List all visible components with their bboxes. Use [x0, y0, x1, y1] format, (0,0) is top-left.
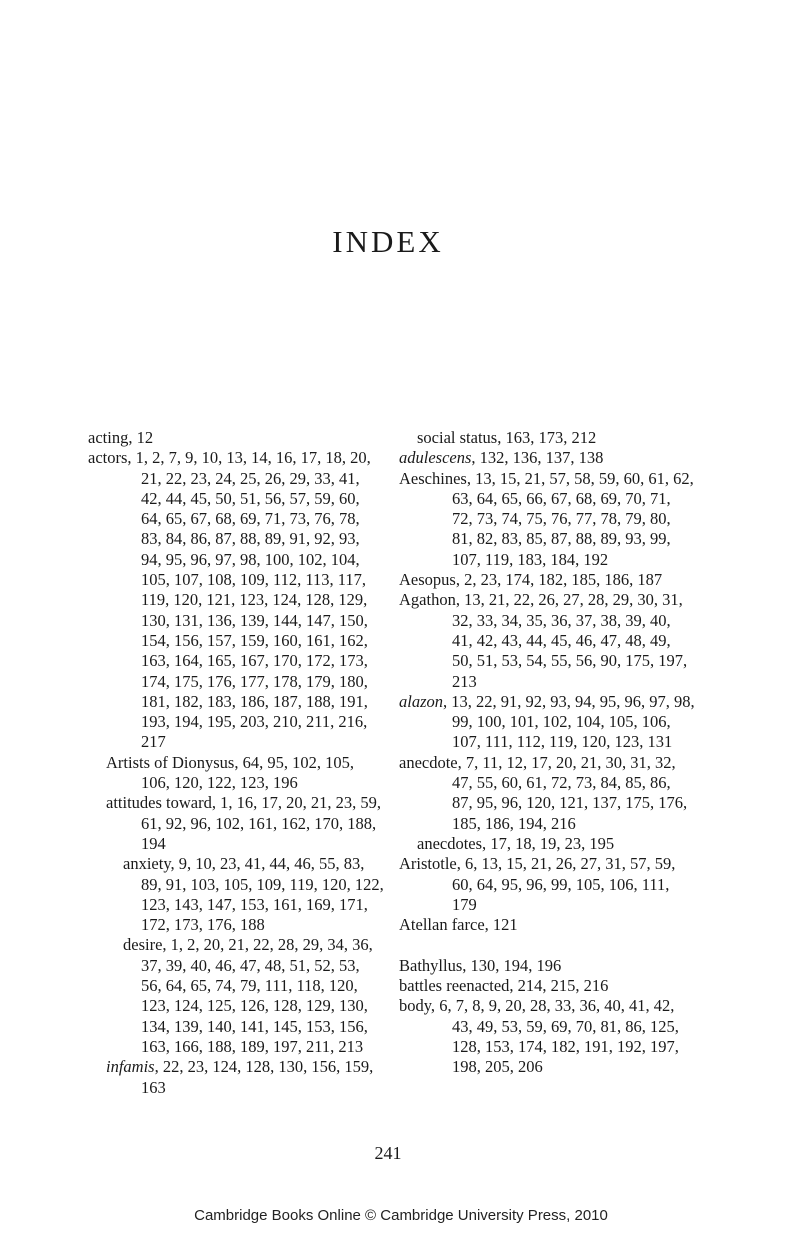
- index-entry: [399, 996, 695, 1077]
- index-entry: [399, 915, 695, 935]
- page-number: 241: [374, 1143, 402, 1163]
- index-entry: [399, 692, 695, 753]
- index-term: Aesopus,: [399, 570, 460, 590]
- index-pages: 6, 13, 15, 21, 26, 27, 31, 57, 59, 60, 64, 95, 96, 99, 105, 106, 111, 179: [452, 854, 676, 914]
- index-subentry: [88, 753, 384, 794]
- index-term: social status,: [417, 428, 502, 447]
- index-term: attitudes toward,: [106, 793, 216, 813]
- index-entry: [399, 570, 695, 590]
- index-term: anecdotes,: [417, 833, 487, 853]
- index-pages: 1, 16, 17, 20, 21, 23, 59, 61, 92, 96, 102, 161, 162, 170, 188, 194: [141, 793, 381, 853]
- index-pages: 130, 194, 196: [466, 955, 562, 975]
- index-pages: 13, 15, 21, 57, 58, 59, 60, 61, 62, 63, 64, 65, 66, 67, 68, 69, 70, 71, 72, 73, 74, 75, 76, 77, 78, 79, 80, 81, 82, 83, 85, 87, 88, 89, 93, 99, 107, 119, 183, 184, 192: [452, 468, 694, 569]
- index-subsubentry: [88, 935, 384, 1057]
- index-pages: , 22, 23, 124, 128, 130, 156, 159, 163: [141, 1057, 374, 1097]
- index-entry: [399, 753, 695, 834]
- index-pages: 163, 173, 212: [501, 428, 597, 447]
- index-term: actors,: [88, 448, 132, 468]
- index-entry: [399, 469, 695, 570]
- index-pages: 6, 7, 8, 9, 20, 28, 33, 36, 40, 41, 42, 43, 49, 53, 59, 69, 70, 81, 86, 125, 128, 153, 174, 182, 191, 192, 197, 198, 205, 206: [435, 996, 679, 1077]
- index-entry: [399, 448, 695, 468]
- index-term: Atellan farce,: [399, 915, 489, 935]
- copyright-footer: Cambridge Books Online © Cambridge University Press, 2010: [194, 1207, 608, 1224]
- index-pages: 214, 215, 216: [513, 976, 609, 996]
- page-title: INDEX: [332, 224, 444, 259]
- index-term: anecdote,: [399, 752, 462, 772]
- index-term: infamis: [106, 1057, 155, 1077]
- index-pages: 2, 23, 174, 182, 185, 186, 187: [459, 570, 663, 590]
- index-term: acting,: [88, 428, 133, 447]
- index-entry: [88, 448, 384, 752]
- index-subentry: [399, 428, 695, 448]
- index-entry: [399, 590, 695, 691]
- index-pages: 1, 2, 7, 9, 10, 13, 14, 16, 17, 18, 20, 21, 22, 23, 24, 25, 26, 29, 33, 41, 42, 44, 45, 50, 51, 56, 57, 59, 60, 64, 65, 67, 68, 69, 71, 73, 76, 78, 83, 84, 86, 87, 88, 89, 91, 92, 93, 94, 95, 96, 97, 98, 100, 102, 104, 105, 107, 108, 109, 112, 113, 117, 119, 120, 121, 123, 124, 128, 129, 130, 131, 136, 139, 144, 147, 150, 154, 156, 157, 159, 160, 161, 162, 163, 164, 165, 167, 170, 172, 173, 174, 175, 176, 177, 178, 179, 180, 181, 182, 183, 186, 187, 188, 191, 193, 194, 195, 203, 210, 211, 216, 217: [131, 448, 371, 752]
- index-term: Aristotle,: [399, 854, 461, 874]
- index-term: anxiety,: [123, 854, 175, 874]
- index-subentry: [399, 834, 695, 854]
- index-term: alazon: [399, 691, 444, 711]
- index-column-left: [88, 428, 384, 1098]
- index-entry: [399, 976, 695, 996]
- index-term: adulescens: [399, 448, 472, 468]
- index-pages: 1, 2, 20, 21, 22, 28, 29, 34, 36, 37, 39, 40, 46, 47, 48, 51, 52, 53, 56, 64, 65, 74, 79, 111, 118, 120, 123, 124, 125, 126, 128, 129, 130, 134, 139, 140, 141, 145, 153, 156, 163, 166, 188, 189, 197, 211, 213: [141, 935, 373, 1056]
- index-pages: , 132, 136, 137, 138: [471, 448, 604, 468]
- index-entry: [399, 854, 695, 915]
- index-pages: 12: [132, 428, 154, 447]
- index-pages: 13, 21, 22, 26, 27, 28, 29, 30, 31, 32, 33, 34, 35, 36, 37, 38, 39, 40, 41, 42, 43, 44, 45, 46, 47, 48, 49, 50, 51, 53, 54, 55, 56, 90, 175, 197, 213: [452, 590, 688, 691]
- index-pages: 17, 18, 19, 23, 195: [486, 833, 615, 853]
- index-pages: 121: [488, 915, 518, 935]
- index-term: Bathyllus,: [399, 955, 467, 975]
- index-column-right: [399, 428, 695, 1078]
- index-term: Agathon,: [399, 590, 460, 610]
- index-subsubentry: [88, 854, 384, 935]
- index-term: Aeschines,: [399, 468, 471, 488]
- index-subentry: [88, 793, 384, 854]
- index-pages: 7, 11, 12, 17, 20, 21, 30, 31, 32, 47, 55, 60, 61, 72, 73, 84, 85, 86, 87, 95, 96, 120, 121, 137, 175, 176, 185, 186, 194, 216: [452, 752, 688, 833]
- index-term: desire,: [123, 935, 167, 955]
- index-term: Artists of Dionysus,: [106, 752, 239, 772]
- index-term: body,: [399, 996, 436, 1016]
- index-pages: , 13, 22, 91, 92, 93, 94, 95, 96, 97, 98, 99, 100, 101, 102, 104, 105, 106, 107, 111, 112, 119, 120, 123, 131: [443, 691, 695, 752]
- index-subentry: [88, 1057, 384, 1098]
- index-entry: [399, 956, 695, 976]
- index-pages: 9, 10, 23, 41, 44, 46, 55, 83, 89, 91, 103, 105, 109, 119, 120, 122, 123, 143, 147, 153, 161, 169, 171, 172, 173, 176, 188: [141, 854, 384, 935]
- index-entry: [88, 428, 384, 448]
- index-term: battles reenacted,: [399, 976, 514, 996]
- index-pages: 64, 95, 102, 105, 106, 120, 122, 123, 196: [141, 752, 354, 793]
